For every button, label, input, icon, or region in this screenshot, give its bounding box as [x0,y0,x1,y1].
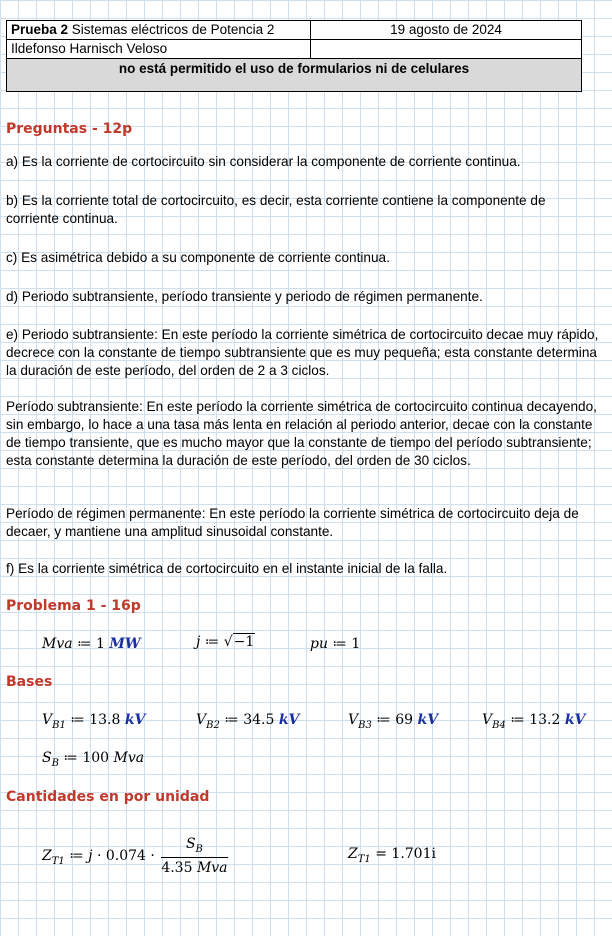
course-name: Sistemas eléctricos de Potencia 2 [68,22,275,37]
answer-e-transient: Período subtransiente: En este período la corriente simétrica de cortocircuito continua decayendo, sin embargo, lo hace a una tasa más lenta en relación al periodo anterior, decae con la constante de tiempo transiente, que es mucho mayor que la constante de tiempo del período subtransiente; esta constante determina la duración de este período, del orden de 30 ciclos. [6,399,597,468]
preguntas-title: Preguntas - 12p [6,121,133,137]
answer-f: f) Es la corriente simétrica de cortocircuito en el instante inicial de la falla. [6,561,448,576]
student-name: Ildefonso Harnisch Veloso [7,40,311,59]
pu-definition: pu ≔ 1 [310,636,361,652]
answer-b: b) Es la corriente total de cortocircuito, es decir, esta corriente contiene la componente de corriente continua. [6,193,546,226]
answer-d: d) Periodo subtransiente, período transiente y periodo de régimen permanente. [6,289,483,304]
exam-header-table [6,20,582,92]
exam-number: Prueba 2 [11,22,69,37]
problema-title: Problema 1 - 16p [6,598,141,614]
answer-e-steady: Período de régimen permanente: En este período la corriente simétrica de cortocircuito deja de decaer, y mantiene una amplitud sinusoidal constante. [6,506,579,539]
zt1-fraction: $\frac{S_B}{\text{4.35 Mva}}$ [161,836,228,876]
j-definition: j ≔ √−1 [196,634,255,650]
zt1-definition: $Z_{T1}$ ≔ j · 0.074 · $\frac{S_B}{\text{4.35 Mva}}$ [42,836,228,876]
exam-date: 19 agosto de 2024 [311,21,582,40]
cantidades-title: Cantidades en por unidad [6,789,210,805]
exam-warning: no está permitido el uso de formularios ni de celulares [7,59,582,92]
exam-title-cell [7,21,311,40]
mva-definition: Mva ≔ 1 MW [42,636,141,652]
answer-e: e) Periodo subtransiente: En este período la corriente simétrica de cortocircuito decae muy rápido, decrece con la constante de tiempo subtransiente que es muy pequeña; esta constante determina la duración de este período, del orden de 2 a 3 ciclos. [6,327,599,378]
zt1-result: $Z_{T1} = 1.701i$ [348,846,436,865]
empty-cell [311,40,582,59]
bases-title: Bases [6,674,53,690]
answer-a: a) Es la corriente de cortocircuito sin considerar la componente de corriente continua. [6,154,521,169]
vb1-definition: $V_{B1}$ ≔ 13.8 kV [42,712,146,731]
vb2-definition: $V_{B2}$ ≔ 34.5 kV [196,712,300,731]
vb3-definition: $V_{B3}$ ≔ 69 kV [348,712,439,731]
sb-definition: $S_B$ ≔ 100 Mva [42,750,145,769]
answer-c: c) Es asimétrica debido a su componente de corriente continua. [6,250,390,265]
vb4-definition: $V_{B4}$ ≔ 13.2 kV [482,712,586,731]
